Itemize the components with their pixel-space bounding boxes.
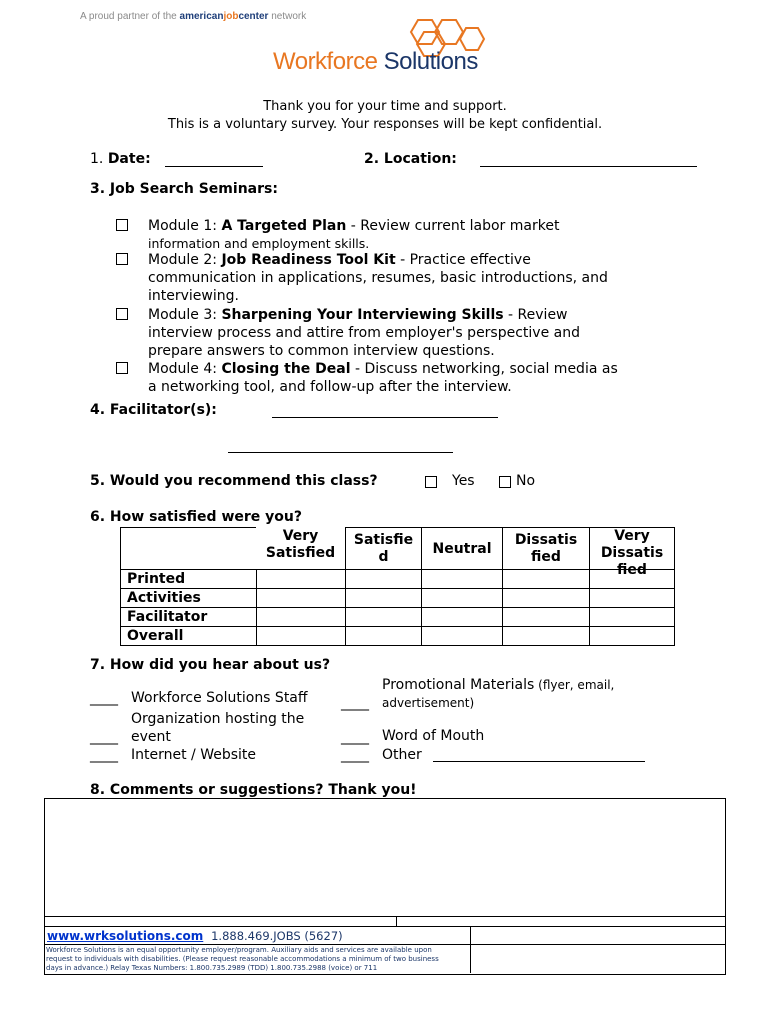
cell[interactable] bbox=[346, 570, 422, 589]
satisfaction-table bbox=[120, 527, 675, 646]
recommend-no-checkbox[interactable] bbox=[499, 476, 511, 488]
comments-box[interactable] bbox=[44, 798, 726, 975]
cell[interactable] bbox=[590, 627, 675, 646]
module-3-checkbox[interactable] bbox=[116, 308, 128, 320]
recommend-yes-checkbox[interactable] bbox=[425, 476, 437, 488]
cell[interactable] bbox=[503, 627, 590, 646]
row-label-facilitator: Facilitator bbox=[121, 608, 257, 627]
module-4-checkbox[interactable] bbox=[116, 362, 128, 374]
col-very-dissatisfied: Very Dissatis fied bbox=[590, 528, 675, 570]
cell[interactable] bbox=[422, 570, 503, 589]
module-3-text: Module 3: Sharpening Your Interviewing Skills - Review interview process and attire from employer's perspective and prepare answers to common interview questions. bbox=[148, 307, 580, 359]
col-neutral: Neutral bbox=[422, 528, 503, 570]
cell[interactable] bbox=[503, 570, 590, 589]
hear-internet-label: Internet / Website bbox=[131, 747, 257, 763]
intro-line-1: Thank you for your time and support. bbox=[263, 99, 507, 114]
partner-prefix: A proud partner of the bbox=[80, 11, 180, 22]
phone-number: 1.888.469.JOBS (5627) bbox=[211, 929, 343, 943]
logo-solutions: Solutions bbox=[383, 48, 478, 75]
partner-american: american bbox=[179, 11, 224, 22]
cell[interactable] bbox=[256, 627, 346, 646]
logo-workforce: Workforce bbox=[273, 48, 378, 75]
facilitator-field-2[interactable] bbox=[228, 452, 453, 453]
module-2-title: Job Readiness Tool Kit bbox=[221, 252, 396, 268]
cell[interactable] bbox=[256, 570, 346, 589]
satisfaction-header-row bbox=[121, 528, 675, 570]
date-field[interactable] bbox=[165, 166, 263, 167]
disclaimer: Workforce Solutions is an equal opportunity employer/program. Auxiliary aids and services are available upon request to individuals with disabilities. (Please request reasonable accommodations a minimum of two business days in advance.) Relay Texas Numbers: 1.800.735.2989 (TDD) 1.800.735.2988 (voice) or 711 bbox=[46, 946, 439, 972]
partner-suffix: network bbox=[268, 11, 307, 22]
hear-internet-blank[interactable]: ____ bbox=[90, 747, 118, 763]
cell[interactable] bbox=[503, 589, 590, 608]
col-very-satisfied: Very Satisfied bbox=[265, 527, 336, 561]
row-label-activities: Activities bbox=[121, 589, 257, 608]
table-row bbox=[121, 627, 675, 646]
cell[interactable] bbox=[256, 608, 346, 627]
cell[interactable] bbox=[346, 589, 422, 608]
comments-label: 8. Comments or suggestions? Thank you! bbox=[90, 782, 417, 798]
location-label: 2. Location: bbox=[364, 151, 457, 167]
hear-org-label: Organization hosting the event bbox=[131, 711, 305, 745]
module-4-title: Closing the Deal bbox=[221, 361, 351, 377]
table-row bbox=[121, 570, 675, 589]
date-label-text: Date: bbox=[107, 151, 151, 167]
cell[interactable] bbox=[590, 589, 675, 608]
cell[interactable] bbox=[422, 589, 503, 608]
cell[interactable] bbox=[422, 627, 503, 646]
recommend-no-label: No bbox=[516, 473, 536, 489]
col-dissatisfied: Dissatis fied bbox=[503, 528, 590, 570]
hear-promo-blank[interactable]: ____ bbox=[341, 695, 369, 711]
module-1-checkbox[interactable] bbox=[116, 219, 128, 231]
module-3-title: Sharpening Your Interviewing Skills bbox=[221, 307, 504, 323]
partner-job: job bbox=[223, 11, 239, 22]
seminars-label: 3. Job Search Seminars: bbox=[90, 181, 278, 197]
cell[interactable] bbox=[590, 608, 675, 627]
intro-line-2: This is a voluntary survey. Your responses will be kept confidential. bbox=[167, 117, 603, 132]
recommend-yes-label: Yes bbox=[452, 473, 475, 489]
hear-org-blank[interactable]: ____ bbox=[90, 729, 118, 745]
table-row bbox=[121, 608, 675, 627]
location-field[interactable] bbox=[480, 166, 697, 167]
satisfaction-label: 6. How satisfied were you? bbox=[90, 509, 302, 525]
hear-other-field[interactable] bbox=[433, 761, 645, 762]
module-2-text: Module 2: Job Readiness Tool Kit - Practice effective communication in applications, resumes, basic introductions, and interviewing. bbox=[148, 252, 608, 304]
hear-staff-label: Workforce Solutions Staff bbox=[131, 690, 308, 706]
workforce-solutions-logo bbox=[273, 48, 478, 76]
facilitator-field-1[interactable] bbox=[272, 417, 498, 418]
row-label-overall: Overall bbox=[121, 627, 257, 646]
cell[interactable] bbox=[503, 608, 590, 627]
partner-center: center bbox=[238, 11, 269, 22]
table-row bbox=[121, 589, 675, 608]
module-1-text: Module 1: A Targeted Plan - Review current labor market information and employment skills. bbox=[148, 218, 560, 251]
hear-promo-label: Promotional Materials (flyer, email, advertisement) bbox=[382, 677, 615, 710]
cell[interactable] bbox=[256, 589, 346, 608]
row-label-printed: Printed bbox=[121, 570, 257, 589]
website-link[interactable]: www.wrksolutions.com bbox=[47, 929, 204, 943]
corner-cell bbox=[121, 528, 257, 570]
hear-staff-blank[interactable]: ____ bbox=[90, 690, 118, 706]
recommend-label: 5. Would you recommend this class? bbox=[90, 473, 378, 489]
module-2-checkbox[interactable] bbox=[116, 253, 128, 265]
cell[interactable] bbox=[346, 627, 422, 646]
hear-other-blank[interactable]: ____ bbox=[341, 747, 369, 763]
hear-word-label: Word of Mouth bbox=[382, 728, 485, 744]
module-4-text: Module 4: Closing the Deal - Discuss networking, social media as a networking tool, and follow-up after the interview. bbox=[148, 361, 618, 395]
facilitator-label: 4. Facilitator(s): bbox=[90, 402, 217, 418]
hear-other-label: Other bbox=[382, 747, 422, 763]
hear-label: 7. How did you hear about us? bbox=[90, 657, 331, 673]
date-label bbox=[90, 151, 151, 167]
module-1-title: A Targeted Plan bbox=[221, 218, 347, 234]
col-satisfied: Satisfie d bbox=[346, 528, 422, 570]
hear-word-blank[interactable]: ____ bbox=[341, 729, 369, 745]
partner-tagline bbox=[80, 11, 306, 22]
cell[interactable] bbox=[422, 608, 503, 627]
footer-contact bbox=[47, 929, 343, 943]
cell[interactable] bbox=[346, 608, 422, 627]
date-number: 1. bbox=[90, 151, 104, 167]
